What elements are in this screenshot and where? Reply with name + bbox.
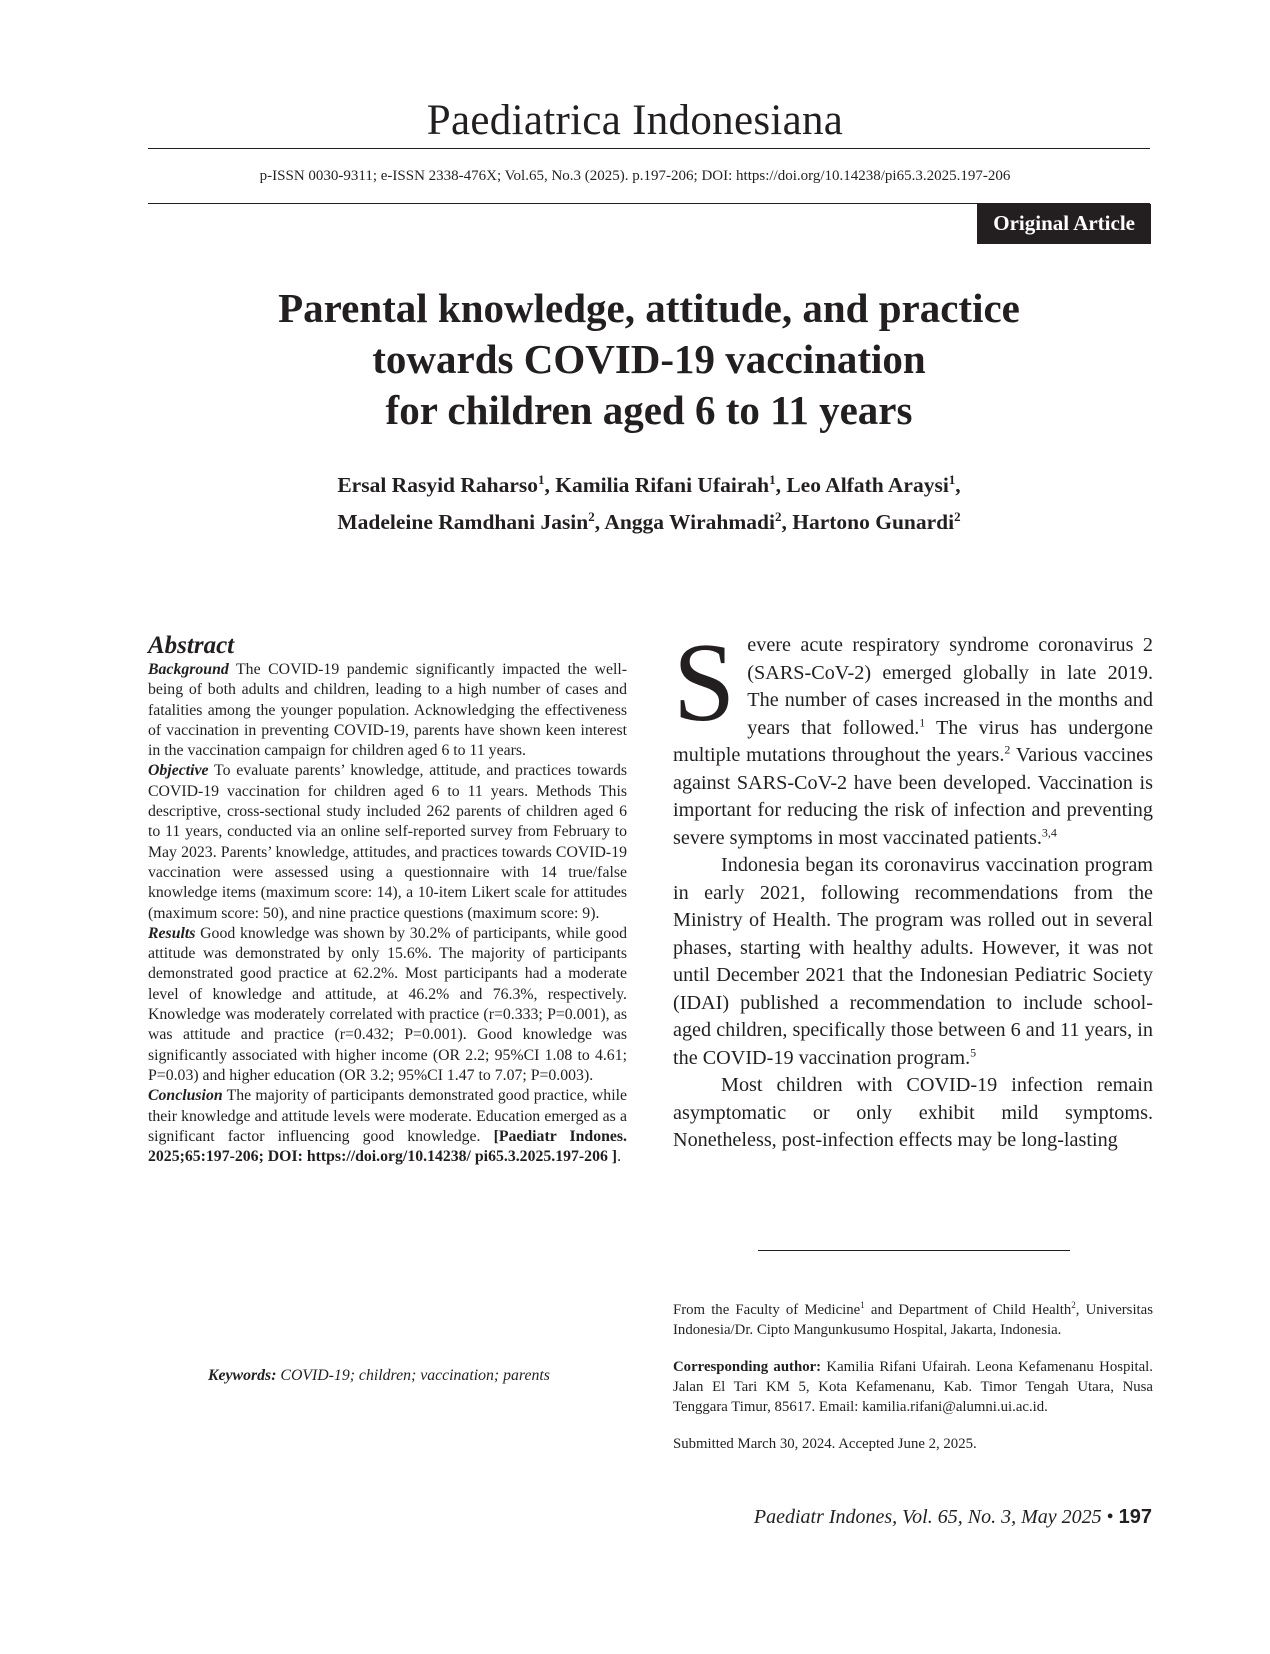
body-text: Various vaccines against SARS-CoV-2 have been developed. Vaccination is important for reducing the risk of infection and preventing severe symptoms in most vaccinated patients. (673, 744, 1154, 849)
abstract-heading: Abstract (148, 632, 235, 659)
introduction-column (673, 621, 1154, 1155)
page-number: 197 (1118, 1506, 1152, 1528)
footnote-rule (758, 1250, 1070, 1251)
results-label: Results (148, 924, 196, 942)
header-top-rule (148, 148, 1150, 149)
footnotes (673, 1300, 1153, 1471)
affiliation-mark: 2 (954, 509, 961, 525)
corresponding-author-note (673, 1357, 1153, 1417)
affiliation-mark: 1 (948, 472, 956, 487)
author-separator: , (955, 473, 961, 498)
author-list (148, 464, 1150, 538)
abstract-section (148, 632, 627, 1167)
citation-end: . (617, 1148, 622, 1166)
citation-reference: [Paediatr Indones. 2025;65:197-206; DOI: https://doi.org/10.14238/ pi65.3.2025.197-206 ] (148, 1127, 628, 1166)
reference-mark: 1 (919, 714, 926, 729)
conclusion-text: The majority of participants demonstrated good practice, while their knowledge and attitude levels were moderate. Education emerged as a significant factor influencing good knowledge. (148, 1087, 627, 1145)
body-text: Most children with COVID-19 infection remain asymptomatic or only exhibit mild symptoms. Nonetheless, post-infection effects may be long-lasting (673, 1074, 1153, 1151)
affiliation-mark: 2 (588, 509, 595, 525)
corresponding-author-label: Corresponding author: (673, 1359, 822, 1375)
author-name: Ersal Rasyid Raharso (337, 473, 539, 498)
keywords-label: Keywords: (208, 1367, 277, 1384)
article-title-line: for children aged 6 to 11 years (385, 387, 913, 433)
objective-text: To evaluate parents’ knowledge, attitude, and practices towards COVID-19 vaccination for children aged 6 to 11 years. Methods This descriptive, cross-sectional study included 262 parents of children aged 6 to 11 years, conducted via an online self-reported survey from February to May 2023. Parents’ knowledge, attitudes, and practices towards COVID-19 vaccination were assessed using a questionnaire with 14 true/false knowledge items (maximum score: 14), a 10-item Likert scale for attitudes (maximum score: 50), and nine practice questions (maximum score: 9). (148, 762, 627, 922)
affiliation-text: , Universitas Indonesia/Dr. Cipto Mangunkusumo Hospital, Jakarta, Indonesia. (673, 1302, 1153, 1338)
author-separator: , (594, 510, 605, 535)
author-name: Kamilia Rifani Ufairah (555, 473, 770, 498)
abstract-body (148, 660, 627, 1167)
submission-dates: Submitted March 30, 2024. Accepted June 2, 2025. (673, 1436, 977, 1452)
author-line (148, 501, 1150, 538)
issn-doi-line: p-ISSN 0030-9311; e-ISSN 2338-476X; Vol.65, No.3 (2025). p.197-206; DOI: https://doi.org/10.14238/pi65.3.2025.197-206 (259, 168, 1011, 184)
conclusion-label: Conclusion (148, 1087, 223, 1105)
body-paragraph (673, 852, 1153, 1072)
reference-mark: 2 (1004, 742, 1011, 757)
footer-bullet: • (1101, 1506, 1119, 1528)
affiliation-note (673, 1300, 1153, 1340)
background-label: Background (148, 661, 229, 678)
objective-label: Objective (148, 762, 209, 780)
keywords-text: COVID-19; children; vaccination; parents (276, 1367, 550, 1384)
affiliation-text: From the Faculty of Medicine (673, 1302, 861, 1318)
affiliation-mark: 2 (774, 509, 782, 525)
footer-citation: Paediatr Indones, Vol. 65, No. 3, May 2025 (753, 1506, 1102, 1528)
body-text: evere acute respiratory syndrome coronavirus 2 (SARS-CoV-2) emerged globally in late 2019. The number of cases increased in the months and years that followed. (747, 634, 1153, 739)
author-name: Madeleine Ramdhani Jasin (337, 510, 589, 535)
body-text: Indonesia began its coronavirus vaccination program in early 2021, following recommendations from the Ministry of Health. The program was rolled out in several phases, starting with healthy adults. However, it was not until December 2021 that the Indonesian Pediatric Society (IDAI) published a recommendation to include school-aged children, specifically those between 6 and 11 years, in the COVID-19 vaccination program. (673, 854, 1153, 1069)
author-separator: , (544, 473, 556, 498)
article-title-line: towards COVID-19 vaccination (372, 336, 926, 382)
author-name: Hartono Gunardi (792, 510, 955, 535)
body-paragraph (673, 621, 1154, 852)
results-text: Good knowledge was shown by 30.2% of participants, while good attitude was demonstrated by only 15.6%. The majority of participants demonstrated good practice at 62.2%. Most participants had a moderate level of knowledge and attitude, at 46.2% and 76.3%, respectively. Knowledge was moderately correlated with practice (r=0.333; P=0.001), as was attitude and practice (r=0.432; P=0.001). Good knowledge was significantly associated with higher income (OR 2.2; 95%CI 1.08 to 4.61; P=0.03) and higher education (OR 3.2; 95%CI 1.47 to 7.07; P=0.003). (148, 924, 627, 1084)
author-line (148, 464, 1150, 501)
author-name: Leo Alfath Araysi (786, 473, 949, 498)
body-paragraph (673, 1072, 1153, 1155)
affiliation-mark: 1 (769, 472, 776, 487)
reference-mark: 5 (970, 1044, 977, 1059)
keywords (208, 1365, 588, 1387)
author-separator: , (775, 473, 787, 498)
author-separator: , (781, 510, 793, 535)
journal-title: Paediatrica Indonesiana (426, 97, 844, 144)
corresponding-author-text: Kamilia Rifani Ufairah. Leona Kefamenanu Hospital. Jalan El Tari KM 5, Kota Kefamenanu, Kab. Timor Tengah Utara, Nusa Tenggara Timur, 85617. Email: kamilia.rifani@alumni.ui.ac.id. (673, 1359, 1153, 1415)
affiliation-mark: 2 (1071, 1300, 1076, 1311)
article-title-line: Parental knowledge, attitude, and practice (278, 285, 1020, 331)
article-title (148, 283, 1150, 436)
drop-cap: S (673, 621, 736, 745)
affiliation-mark: 1 (538, 472, 545, 487)
body-text: The virus has undergone multiple mutations throughout the years. (673, 716, 1153, 766)
page-footer (754, 1506, 1152, 1529)
affiliation-mark: 1 (860, 1300, 865, 1311)
article-type-badge: Original Article (977, 204, 1151, 244)
affiliation-text: and Department of Child Health (864, 1302, 1072, 1318)
author-name: Angga Wirahmadi (604, 510, 775, 535)
background-text: The COVID-19 pandemic significantly impacted the well-being of both adults and children, leading to a high number of cases and fatalities among the younger population. Acknowledging the effectiveness of vaccination in preventing COVID-19, parents have shown keen interest in the vaccination campaign for children aged 6 to 11 years. (148, 661, 627, 760)
reference-mark: 3,4 (1041, 824, 1057, 839)
